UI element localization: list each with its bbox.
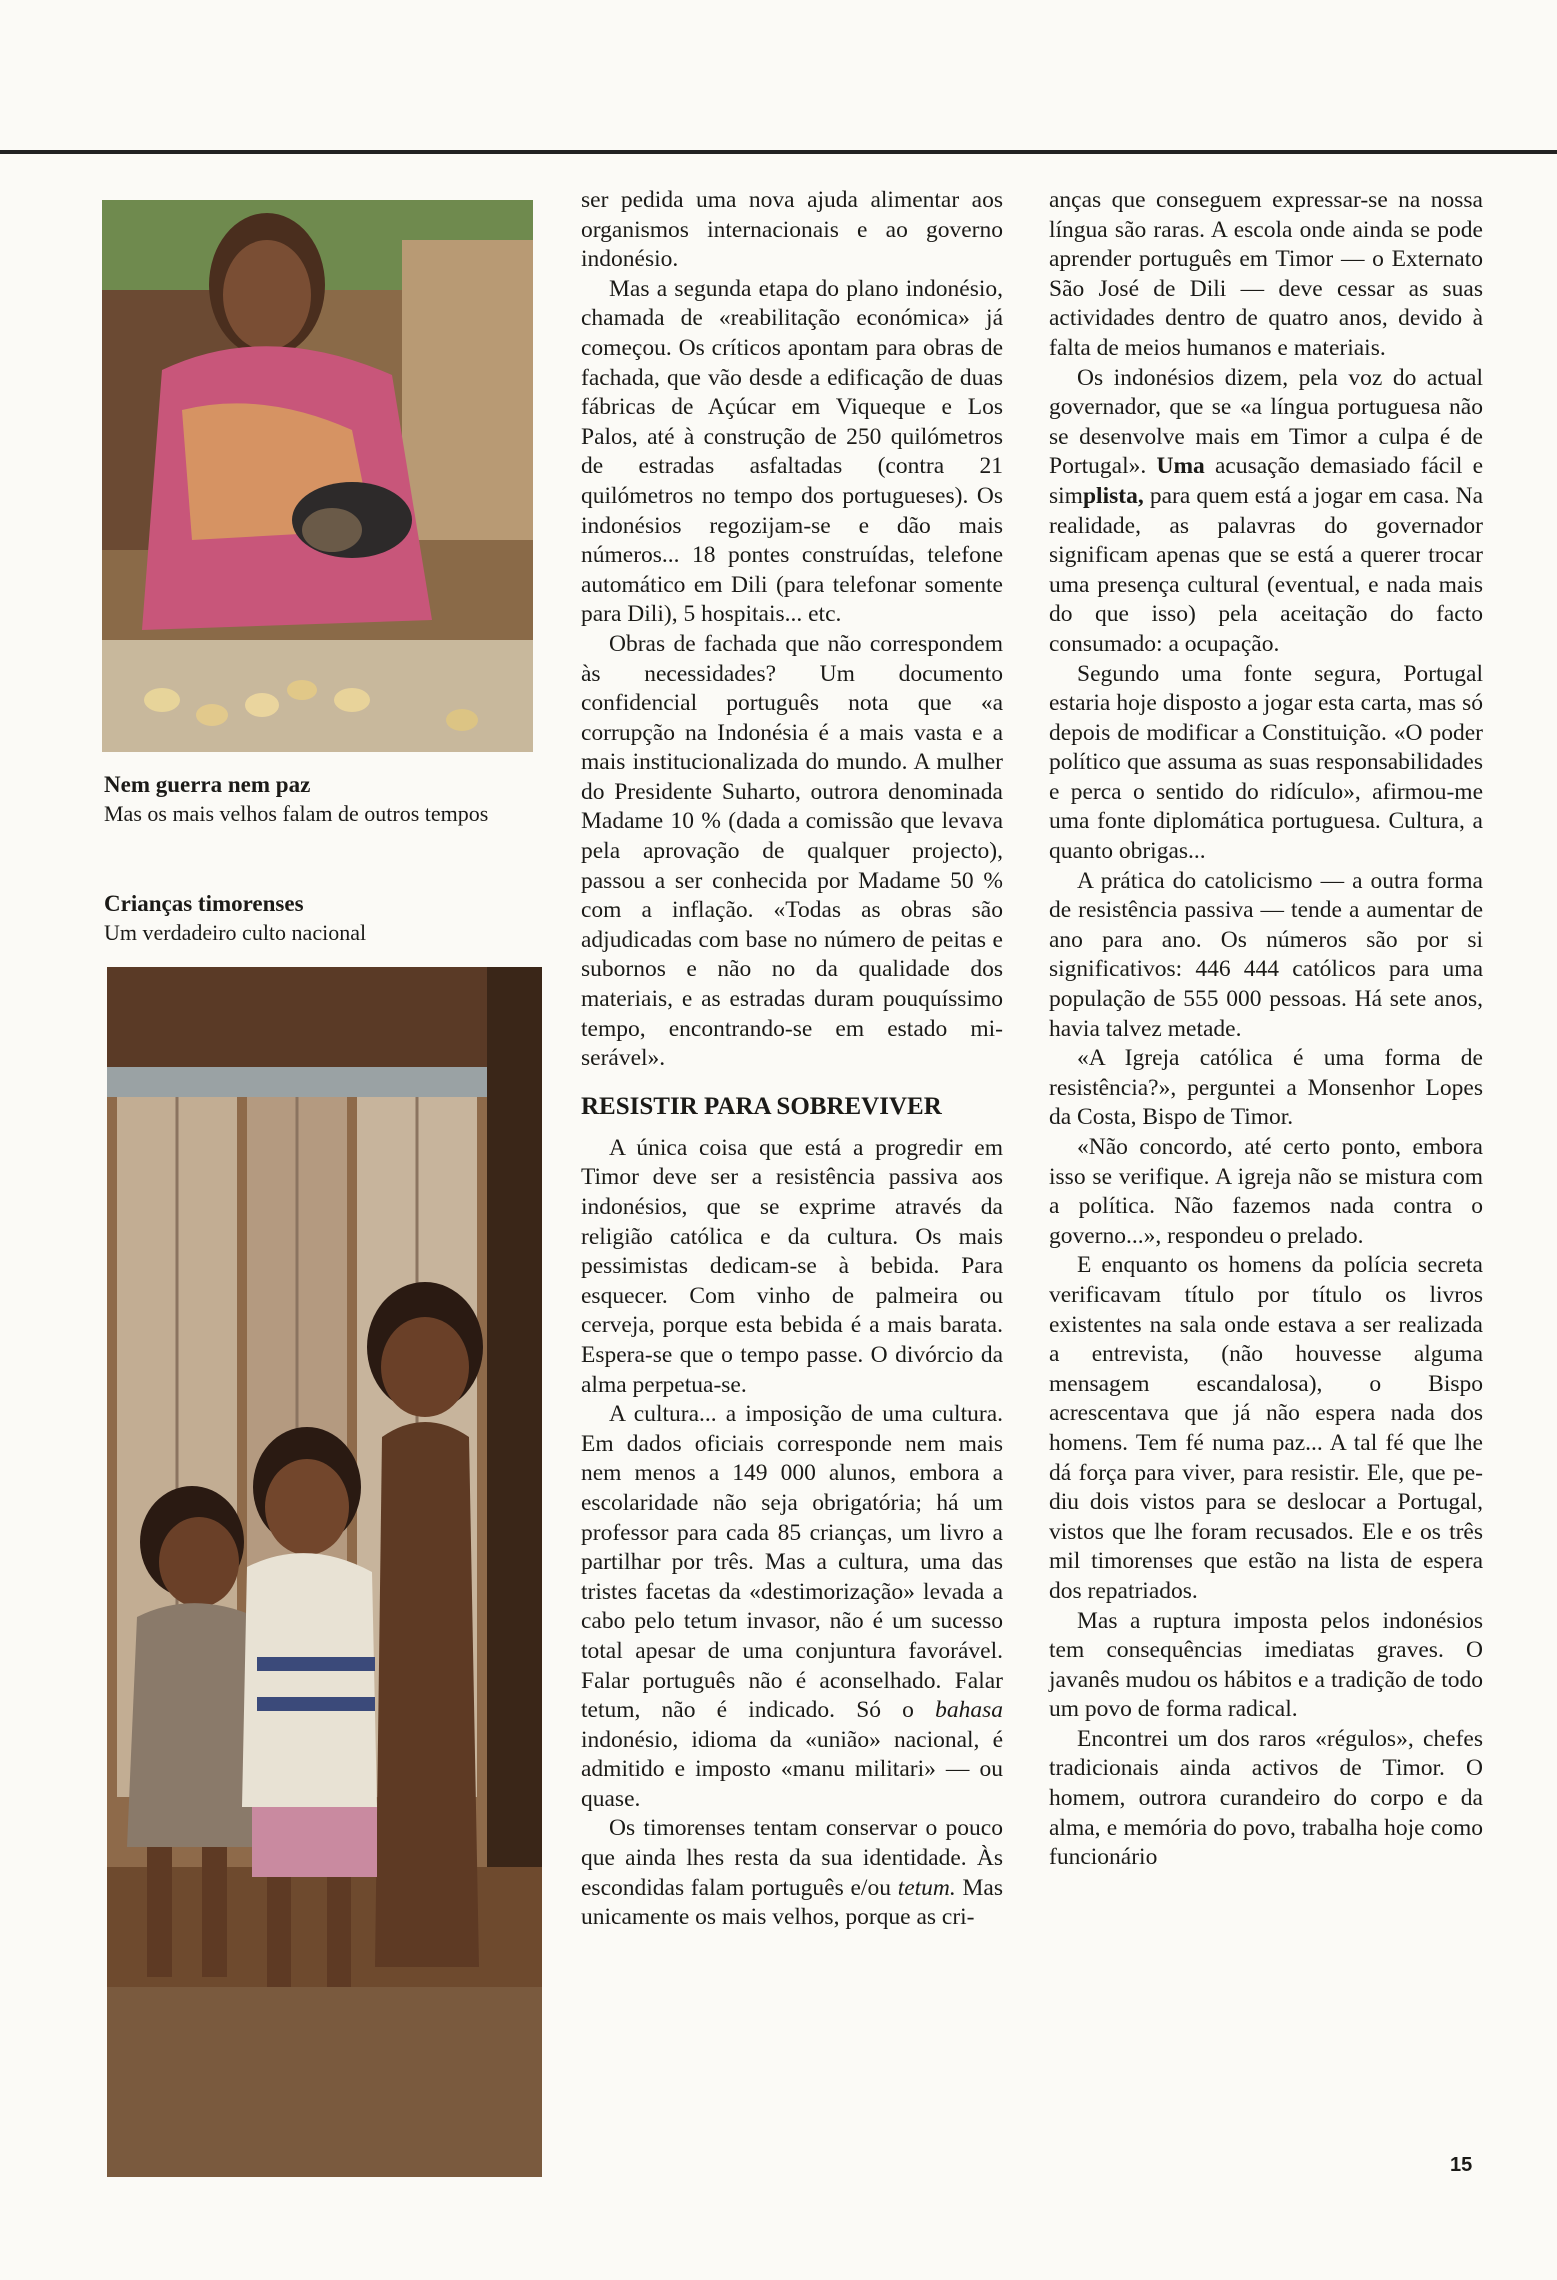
text-run: Mas unicamente os mais velhos, porque as cri- [581, 1874, 1003, 1931]
paragraph: «Não concordo, até certo ponto, embora isso se verifique. A igreja não se mistura com a política. Não fazemos nada contra o governo...», respondeu o prelado. [1049, 1134, 1483, 1249]
article-column-2 [581, 186, 1003, 1933]
paragraph: ser pedida uma nova ajuda alimentar aos organismos internacionais e ao governo indonésio. [581, 187, 1003, 273]
caption-photo-2 [104, 889, 536, 947]
paragraph: A prática do catolicismo — a outra forma de resistência passiva — tende a aumentar de ano para ano. Os números são por si significativos: 446 444 católicos para uma população de 555 000 pessoas. Há sete anos, havia talvez metade. [1049, 867, 1483, 1042]
caption-photo-1 [104, 770, 536, 828]
caption-text: Um verdadeiro culto nacional [104, 920, 367, 945]
paragraph: Mas a segunda etapa do plano indonésio, chamada de «reabilitação económica» já começou. Os críticos apontam para obras de fachada, que vão desde a edificação de duas fábricas de Açúcar em Viqueque e Los Palos, até à construção de 250 quilómetros de estradas asfaltadas (contra 21 quilómetros no tempo dos portugueses). Os indonésios regozijam-se e dão mais números... 18 pontes construídas, telefone automático em Dili (para telefonar somente para Dili), 5 hospitais... etc. [581, 275, 1003, 628]
page-number: 15 [1450, 2154, 1473, 2176]
bold-run: Uma [1156, 453, 1205, 480]
photo-elderly-woman [102, 200, 533, 752]
text-run: Os timorenses tentam conservar o pouco que ainda lhes resta da sua identidade. Às escondidas falam português e/ou [581, 1815, 1003, 1901]
text-run: acusação demasiado fácil e sim [1049, 453, 1484, 509]
section-heading: RESISTIR PARA SOBREVIVER [581, 1092, 942, 1120]
paragraph: Segundo uma fonte segura, Portugal estaria hoje disposto a jogar esta carta, mas só depois de modificar a Constituição. «O poder político que assuma as suas responsabilidades e perca o sentido do ridículo», afirmou-me uma fonte diplomática portuguesa. Cultura, a quanto obrigas... [1049, 660, 1483, 865]
text-run: indonésio, idioma da «união» nacional, é admitido e imposto «manu militari» — ou quase. [581, 1726, 1003, 1812]
paragraph: E enquanto os homens da polícia secreta verificavam título por título os livros existentes na sala onde estava a ser realizada a entrevista, (não houvesse alguma mensagem escandalosa), o Bispo acrescentava que já não espera nada dos homens. Tem fé numa paz... A tal fé que lhe dá força para viver, para resistir. Ele, que pediu dois vistos para se deslocar a Portugal, vistos que lhe foram recusados. Ele e os três mil timorenses que estão na lista de espera dos repatriados. [1049, 1252, 1483, 1604]
paragraph: «A Igreja católica é uma forma de resistência?», perguntei a Monsenhor Lopes da Costa, Bispo de Timor. [1049, 1045, 1483, 1131]
paragraph: A única coisa que está a progredir em Timor deve ser a resistência passiva aos indonésios, que se exprime através da religião católica e da cultura. Os mais pessimistas dedicam-se à bebida. Para esquecer. Com vinho de palmeira ou cerveja, porque esta bebida é a mais barata. Espera-se que o tempo passe. O divórcio da alma perpetua-se. [581, 1134, 1003, 1398]
paragraph [581, 1814, 1003, 1932]
paragraph: Mas a ruptura imposta pelos indonésios tem consequências imediatas graves. O javanês mudou os hábitos e a tradição de todo um povo de forma radical. [1049, 1607, 1483, 1723]
photo-children [107, 967, 542, 2177]
text-run: A cultura... a imposição de uma cultura. Em dados oficiais corresponde nem mais nem menos a 149 000 alunos, embora a escolaridade não seja obrigatória; há um professor para cada 85 crianças, um livro a partilhar por três. Mas a cultura, uma das tristes facetas da «destimorização» levada a cabo pelo tetum invasor, não é um sucesso total apesar de uma conjuntura favorável. Falar português não é aconselhado. Falar tetum, não é indicado. Só o [581, 1401, 1003, 1724]
article-column-3 [1049, 186, 1483, 1873]
top-rule [0, 150, 1557, 154]
caption-title: Crianças timorenses [104, 891, 304, 916]
text-run: para quem está a jogar em casa. Na realidade, as palavras do governador significam apenas que se está a querer trocar uma presença cultural (eventual, e nada mais do que isso) pela aceitação do facto consumado: a ocupação. [1049, 482, 1483, 657]
text-run: Os indonésios dizem, pela voz do actual governador, que se «a língua portuguesa não se desenvolve mais em Timor a culpa é de Portugal». [1049, 364, 1483, 480]
paragraph [581, 1400, 1003, 1814]
paragraph: Encontrei um dos raros «régulos», chefes tradicionais ainda activos de Timor. O homem, outrora curandeiro do corpo e da alma, e memória do povo, trabalha hoje como funcionário [1049, 1725, 1483, 1871]
paragraph [1049, 364, 1483, 660]
caption-title: Nem guerra nem paz [104, 772, 311, 797]
paragraph: anças que conseguem expressar-se na nossa língua são raras. A escola onde ainda se pode aprender português em Timor — o Externato São José de Dili — deve cessar as suas actividades dentro de quatro anos, devido à falta de meios humanos e materiais. [1049, 187, 1483, 361]
caption-text: Mas os mais velhos falam de outros tempos [104, 801, 489, 826]
bold-run: plista, [1082, 482, 1144, 509]
italic-term: bahasa [935, 1697, 1004, 1724]
paragraph: Obras de fachada que não correspondem às necessidades? Um documento confidencial português nota que «a corrupção na Indonésia é a mais vasta e a mais institucionalizada do mundo. A mulher do Presidente Suharto, outrora denominada Madame 10 % (dada a comissão que levava pela aprovação de qualquer projecto), passou a ser conhecida por Madame 50 % com a inflação. «Todas as obras são adjudicadas com base no número de peitas e subornos e não no da qualidade dos materiais, e as estradas duram pouquíssimo tempo, encontrando-se em estado miserável». [581, 630, 1003, 1072]
italic-term: tetum. [897, 1874, 956, 1901]
